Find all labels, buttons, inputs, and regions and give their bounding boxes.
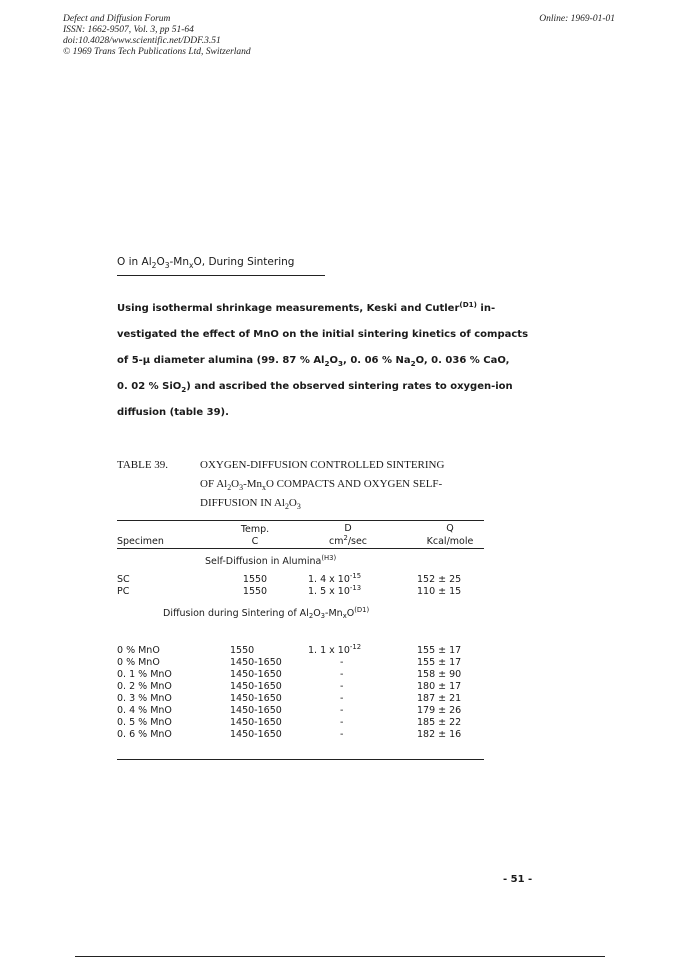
paragraph-line-4: 0. 02 % SiO$_2$) and ascribed the observed sintering rates to oxygen-ion — [117, 381, 513, 394]
journal-issn: ISSN: 1662-9507, Vol. 3, pp 51-64 — [63, 25, 194, 35]
paragraph-line-1: Using isothermal shrinkage measurements, Keski and Cutler$^{(D1)}$ in- — [117, 300, 496, 314]
table-row-spec: 0. 4 % MnO — [117, 705, 172, 716]
table-caption-line-2: OF $Al_2O_3-Mn_xO$ COMPACTS AND OXYGEN SELF- — [200, 478, 443, 492]
table-header-rule — [117, 548, 484, 549]
table-caption-line-1: OXYGEN-DIFFUSION CONTROLLED SINTERING — [200, 459, 445, 471]
group-heading-self-diffusion: Self-Diffusion in Alumina$^{(H3)}$ — [205, 554, 337, 567]
journal-header — [63, 14, 251, 58]
table-row-spec: 0. 2 % MnO — [117, 681, 172, 692]
paragraph-line-2: vestigated the effect of MnO on the initial sintering kinetics of compacts — [117, 329, 529, 340]
journal-doi[interactable]: doi:10.4028/www.scientific.net/DDF.3.51 — [63, 36, 221, 46]
table-row-d: - — [340, 657, 344, 668]
table-row-spec: 0. 5 % MnO — [117, 717, 172, 728]
table-row-q: 187 ± 21 — [417, 693, 462, 704]
paragraph-line-5: diffusion (table 39). — [117, 407, 229, 418]
table-row-d: 1. 5 x $10^{-13}$ — [308, 584, 362, 597]
table-row-q: 182 ± 16 — [417, 729, 462, 740]
col-header-q-unit: Kcal/mole — [426, 536, 474, 547]
table-row-q: 158 ± 90 — [417, 669, 462, 680]
table-row-q: 180 ± 17 — [417, 681, 462, 692]
table-row-spec: 0. 3 % MnO — [117, 693, 172, 704]
page-number: - 51 - — [503, 874, 533, 885]
table-row-temp: 1450-1650 — [230, 657, 282, 668]
table-label: TABLE 39. — [117, 459, 169, 471]
col-header-q: Q — [446, 523, 454, 534]
table-row-d: 1. 1 x $10^{-12}$ — [308, 643, 362, 656]
table-row-spec: 0 % MnO — [117, 657, 160, 668]
table-bottom-rule — [117, 759, 484, 760]
table-row-spec: 0 % MnO — [117, 645, 160, 656]
journal-name: Defect and Diffusion Forum — [63, 14, 171, 24]
table-row-temp: 1450-1650 — [230, 705, 282, 716]
section-title-underline — [117, 275, 325, 276]
table-row-d: 1. 4 x $10^{-15}$ — [308, 572, 362, 585]
table-row-d: - — [340, 729, 344, 740]
table-caption-line-3: DIFFUSION IN $Al_2O_3$ — [200, 497, 301, 511]
table-row-temp: 1450-1650 — [230, 693, 282, 704]
table-row-d: - — [340, 717, 344, 728]
table-row-spec: PC — [117, 586, 130, 597]
table-row-temp: 1550 — [242, 586, 268, 597]
table-top-rule — [117, 520, 484, 521]
table-row-temp: 1550 — [242, 574, 268, 585]
col-header-d: D — [344, 523, 352, 534]
online-date: Online: 1969-01-01 — [539, 14, 615, 24]
section-title: O in $Al_2O_3-Mn_xO$, During Sintering — [117, 256, 295, 270]
table-row-q: 155 ± 17 — [417, 645, 462, 656]
table-row-spec: 0. 6 % MnO — [117, 729, 172, 740]
table-row-spec: 0. 1 % MnO — [117, 669, 172, 680]
table-row-q: 179 ± 26 — [417, 705, 462, 716]
table-row-d: - — [340, 693, 344, 704]
journal-copyright: © 1969 Trans Tech Publications Ltd, Switzerland — [63, 47, 251, 57]
col-header-d-unit: $cm^2/\sec$ — [328, 534, 368, 547]
table-row-q: 152 ± 25 — [417, 574, 462, 585]
table-row-q: 185 ± 22 — [417, 717, 462, 728]
table-row-temp: 1450-1650 — [230, 729, 282, 740]
group-heading-sintering: Diffusion during Sintering of $Al_2O_3-Mn_xO^{(D1)}$ — [163, 606, 370, 621]
col-header-temp-unit: C — [251, 536, 259, 547]
table-row-temp: 1550 — [230, 645, 255, 656]
table-row-temp: 1450-1650 — [230, 681, 282, 692]
table-row-d: - — [340, 669, 344, 680]
footer-rule — [75, 956, 605, 957]
paragraph-line-3: of 5-μ diameter alumina (99. 87 % $Al_2O_3$, 0. 06 % $Na_2O$, 0. 036 % CaO, — [117, 355, 510, 368]
table-row-d: - — [340, 705, 344, 716]
table-row-temp: 1450-1650 — [230, 717, 282, 728]
table-row-temp: 1450-1650 — [230, 669, 282, 680]
col-header-temp: Temp. — [240, 524, 270, 535]
col-header-specimen: Specimen — [117, 536, 164, 547]
table-row-spec: SC — [117, 574, 130, 585]
table-row-q: 155 ± 17 — [417, 657, 462, 668]
table-row-q: 110 ± 15 — [417, 586, 462, 597]
table-row-d: - — [340, 681, 344, 692]
